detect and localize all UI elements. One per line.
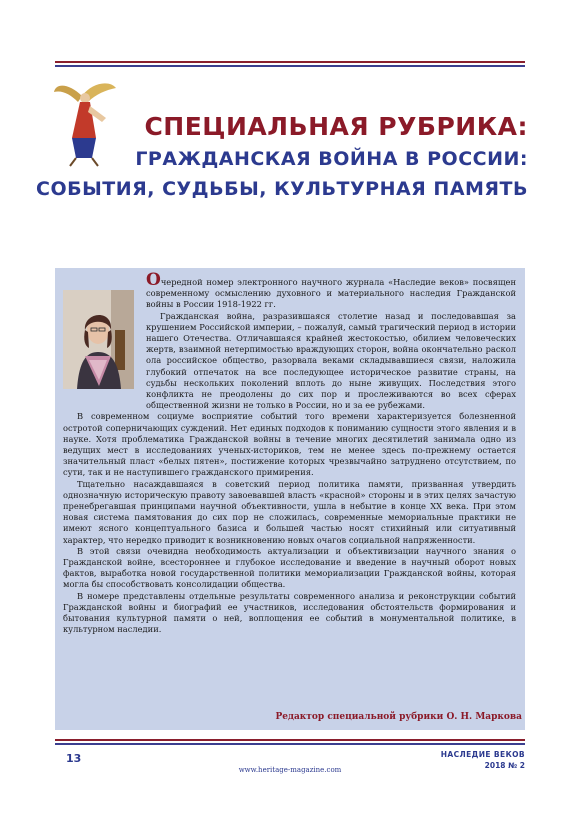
- drop-cap: О: [146, 270, 161, 290]
- page-number: 13: [66, 752, 82, 765]
- section-title: СПЕЦИАЛЬНАЯ РУБРИКА:: [144, 112, 528, 141]
- editor-photo: [63, 290, 134, 389]
- issue-number: 2018 № 2: [484, 761, 525, 770]
- paragraph-2: Гражданская война, разразившаяся столетие назад и последовавшая за крушением Российской империи, – пожалуй, самый трагический период в истории нашего Отечества. Отличавшаяся крайней жестокостью, обилием человеческих жертв, взаимной нетерпимостью враждующих сторон, война окончательно раскол ола российское общество, разорвала веками складывавшиеся связи, наложила глубокий отпечаток на все последующее историческое развитие страны, на судьбы нескольких поколений вплоть до ныне живущих. Последствия этого конфликта не преодолены до сих пор и прослеживаются во всех сферах общественной жизни не только в России, но и за ее рубежами.: [146, 310, 516, 411]
- website-url[interactable]: www.heritage-magazine.com: [238, 766, 342, 774]
- magazine-name: НАСЛЕДИЕ ВЕКОВ: [440, 750, 525, 759]
- paragraph-6: В номере представлены отдельные результаты современного анализа и реконструкции событий Гражданской войны и биографий ее участников, исследования обстоятельств формирования и бытования культурной памяти о ней, воплощения ее событий в монументальной политике, в культурном наследии.: [63, 590, 516, 635]
- section-subtitle-1: ГРАЖДАНСКАЯ ВОЙНА В РОССИИ:: [135, 148, 528, 170]
- bottom-rule-red: [55, 739, 525, 741]
- paragraph-3: В современном социуме восприятие событий того времени характеризуется болезненной остротой соперничающих суждений. Нет единых подходов к пониманию сущности этого явления и в науке. Хотя проблематика Гражданской войны в течение многих десятилетий занимала одно из ведущих мест в исследованиях ученых-историков, тем не менее здесь по-прежнему остается значительный пласт «белых пятен», постижение которых чрезвычайно затруднено отсутствием, по сути, так и не наступившего гражданского примирения.: [63, 411, 516, 478]
- editor-signature: Редактор специальной рубрики О. Н. Маркова: [275, 712, 522, 722]
- top-rule-blue: [55, 65, 525, 67]
- magazine-info: [441, 750, 525, 770]
- section-subtitle-2: СОБЫТИЯ, СУДЬБЫ, КУЛЬТУРНАЯ ПАМЯТЬ: [36, 178, 528, 200]
- top-rule-red: [55, 61, 525, 63]
- paragraph-4: Тщательно насаждавшаяся в советский период политика памяти, призванная утвердить однозначную историческую правоту завоевавшей власть «красной» стороны и в этих целях зачастую пренебрегавшая принципами научной объективности, ушла в небытие в конце XX века. При этом новая система памятования до сих пор не сложилась, современные мемориальные практики не имеют ясного концептуального базиса и большей частью носят стихийный или ситуативный характер, что нередко приводит к возникновению новых очагов социальной напряженности.: [63, 478, 516, 545]
- editorial-text: [63, 270, 516, 636]
- bottom-rule-blue: [55, 743, 525, 745]
- paragraph-1: Очередной номер электронного научного журнала «Наследие веков» посвящен современному осмыслению духовного и материального наследия Гражданской войны в России 1918-1922 гг.: [146, 270, 516, 310]
- angel-illustration: [52, 78, 118, 168]
- paragraph-5: В этой связи очевидна необходимость актуализации и объективизации научного знания о Гражданской войне, всестороннее и глубокое исследование и введение в научный оборот новых фактов, выработка новой государственной политики мемориализации Гражданской войны, которая могла бы способствовать консолидации общества.: [63, 545, 516, 590]
